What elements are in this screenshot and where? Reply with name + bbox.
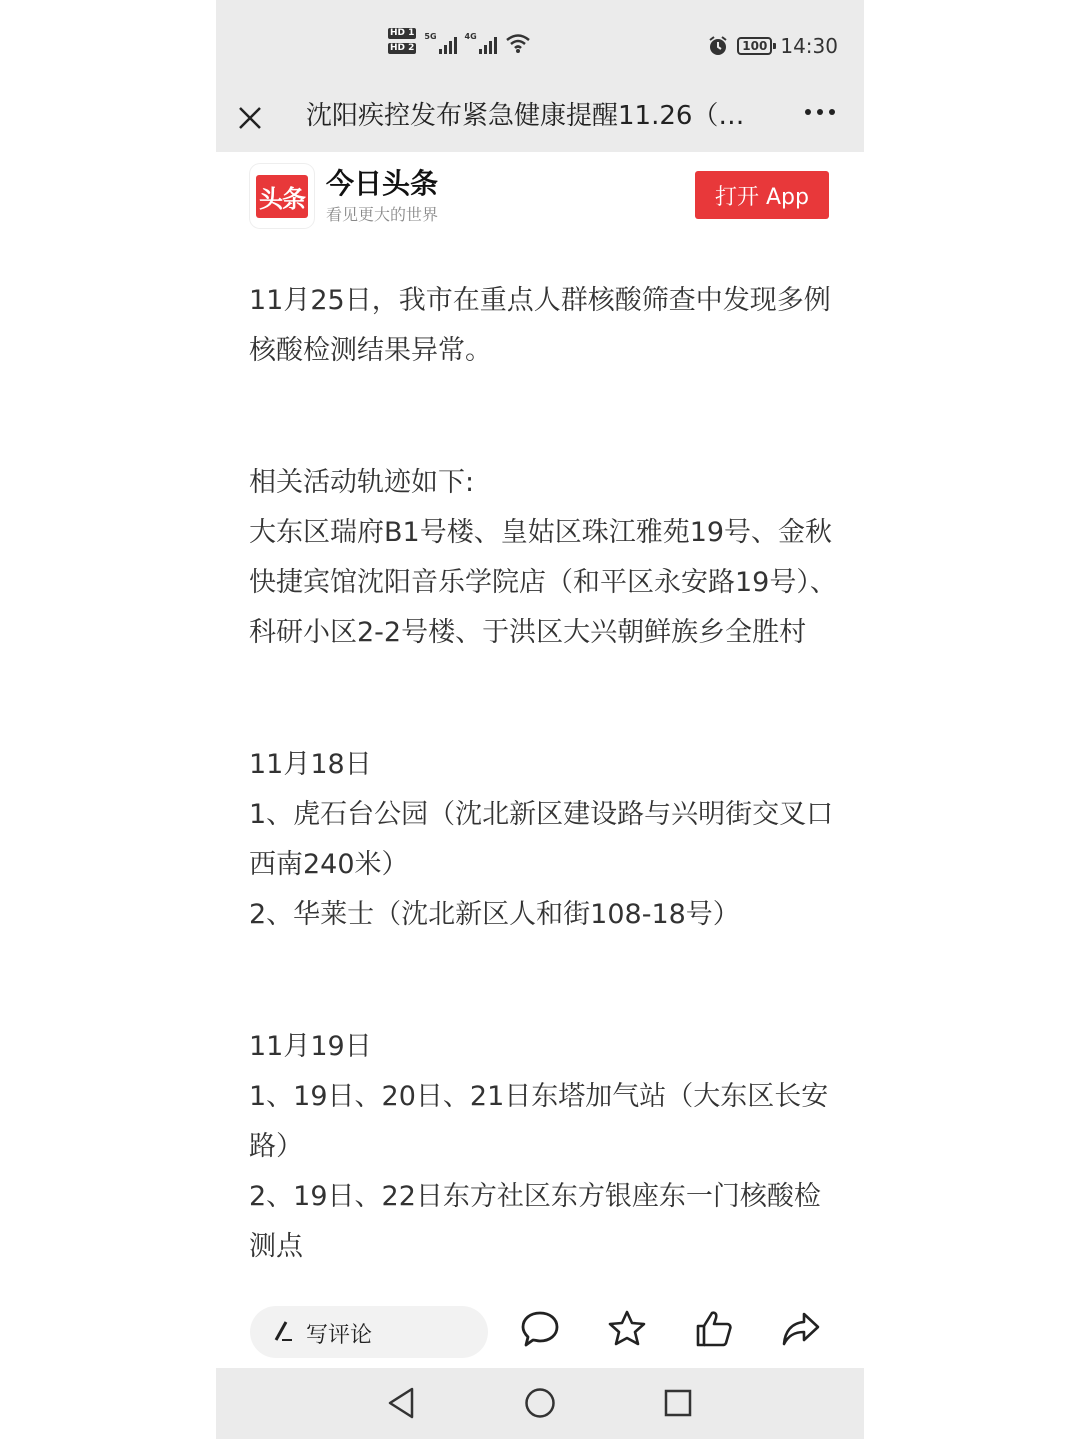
day1-item1: 1、虎石台公园（沈北新区建设路与兴明街交叉口西南240米） bbox=[249, 799, 834, 880]
hd1-badge: HD 1 bbox=[390, 28, 415, 38]
comment-bar bbox=[216, 1294, 864, 1368]
trail-heading: 相关活动轨迹如下: bbox=[249, 467, 475, 498]
share-icon[interactable] bbox=[780, 1308, 822, 1350]
article-intro: 11月25日，我市在重点人群核酸筛查中发现多例核酸检测结果异常。 bbox=[249, 285, 831, 366]
day1-item2: 2、华莱士（沈北新区人和街108-18号） bbox=[249, 899, 740, 930]
pen-icon bbox=[272, 1320, 294, 1342]
recents-icon[interactable] bbox=[663, 1386, 693, 1420]
day1-date: 11月18日 bbox=[249, 749, 372, 780]
battery-indicator: 100 bbox=[737, 37, 772, 55]
back-icon[interactable] bbox=[386, 1386, 416, 1420]
close-icon[interactable] bbox=[236, 104, 264, 132]
app-name: 今日头条 bbox=[326, 167, 439, 200]
day2-item1: 1、19日、20日、21日东塔加气站（大东区长安路） bbox=[249, 1081, 829, 1162]
app-banner bbox=[216, 152, 864, 240]
signal-5g-icon: 5G bbox=[424, 32, 456, 54]
comment-icon[interactable] bbox=[519, 1308, 561, 1350]
day2-date: 11月19日 bbox=[249, 1031, 372, 1062]
alarm-icon bbox=[707, 35, 729, 57]
hd2-badge: HD 2 bbox=[390, 43, 415, 53]
signal-4g-icon: 4G bbox=[465, 32, 497, 54]
comment-placeholder: 写评论 bbox=[306, 1323, 373, 1348]
signal-indicators bbox=[388, 28, 531, 54]
clock: 14:30 bbox=[780, 34, 838, 58]
status-bar bbox=[216, 0, 864, 96]
comment-input[interactable] bbox=[250, 1306, 488, 1358]
trail-text: 大东区瑞府B1号楼、皇姑区珠江雅苑19号、金秋快捷宾馆沈阳音乐学院店（和平区永安路19号）、科研小区2-2号楼、于洪区大兴朝鲜族乡全胜村 bbox=[249, 517, 837, 648]
app-slogan: 看见更大的世界 bbox=[326, 205, 439, 224]
home-icon[interactable] bbox=[524, 1386, 556, 1420]
wifi-icon bbox=[505, 32, 531, 54]
page-title: 沈阳疾控发布紧急健康提醒11.26（… bbox=[306, 101, 745, 131]
system-nav-bar bbox=[216, 1368, 864, 1439]
day2-item2: 2、19日、22日东方社区东方银座东一门核酸检测点 bbox=[249, 1181, 821, 1262]
app-logo: 头条 bbox=[250, 164, 314, 228]
article-body bbox=[249, 276, 839, 1290]
open-app-button[interactable]: 打开 App bbox=[695, 171, 829, 219]
phone-screen bbox=[216, 0, 864, 1439]
page-header bbox=[216, 96, 864, 152]
thumbs-up-icon[interactable] bbox=[693, 1308, 735, 1350]
more-icon[interactable] bbox=[804, 108, 836, 116]
star-icon[interactable] bbox=[606, 1308, 648, 1350]
